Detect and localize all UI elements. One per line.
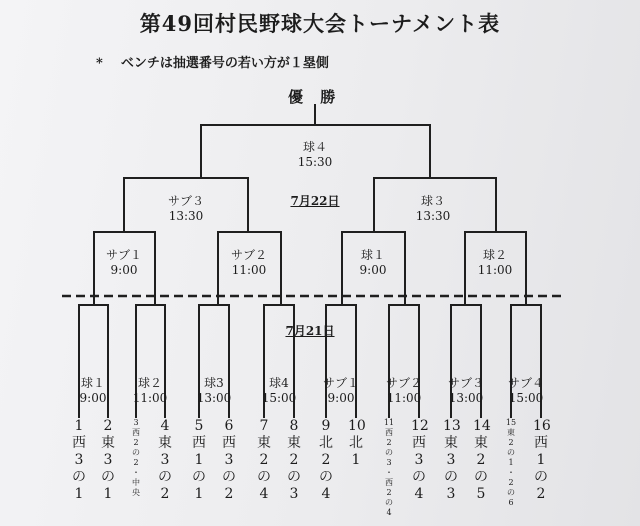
quarterfinal-3 — [360, 248, 387, 278]
quarterfinal-3-time: 9:00 — [359, 263, 387, 277]
page-title: 第49回村民野球大会トーナメント表 — [139, 11, 501, 36]
round1-match-4-time: 15:00 — [261, 391, 297, 405]
quarterfinal-1 — [106, 248, 142, 278]
quarterfinal-4-venue: 球２ — [482, 248, 507, 262]
round1-match-4-venue: 球4 — [269, 376, 289, 390]
round1-match-2 — [133, 376, 168, 406]
round1-match-3-venue: 球3 — [204, 376, 224, 390]
team-1: 1 西 3 の 1 — [72, 418, 86, 502]
team-5: 5 西 1 の 1 — [192, 418, 206, 502]
round1-match-7 — [448, 376, 484, 406]
final-venue: 球４ — [302, 140, 327, 154]
round1-match-3-time: 13:00 — [196, 391, 232, 405]
team-3: 3 西 2 の 2 ・ 中 央 — [132, 418, 140, 497]
semifinal-left-venue: サブ３ — [167, 194, 205, 208]
quarterfinal-2-venue: サブ２ — [230, 248, 268, 262]
note-mark: * — [96, 56, 103, 71]
quarterfinal-2 — [231, 248, 267, 278]
semifinal-right-time: 13:30 — [415, 209, 451, 223]
round1-match-7-time: 13:00 — [448, 391, 484, 405]
round1-match-8-time: 15:00 — [508, 391, 544, 405]
quarterfinal-1-time: 9:00 — [110, 263, 138, 277]
round1-match-6-venue: サブ２ — [385, 376, 423, 390]
final-time: 15:30 — [297, 155, 333, 169]
final-match — [298, 140, 333, 170]
quarterfinal-1-venue: サブ１ — [105, 248, 143, 262]
quarterfinal-4-time: 11:00 — [477, 263, 513, 277]
round1-match-2-time: 11:00 — [132, 391, 168, 405]
semifinal-right — [416, 194, 451, 224]
semifinal-left — [168, 194, 204, 224]
team-12: 12 西 3 の 4 — [411, 418, 429, 502]
quarterfinal-3-venue: 球１ — [360, 248, 386, 262]
round1-match-6-time: 11:00 — [386, 391, 422, 405]
team-16: 16 西 1 の 2 — [533, 418, 551, 502]
quarterfinal-2-time: 11:00 — [231, 263, 267, 277]
round1-match-1 — [80, 376, 107, 406]
semifinal-left-time: 13:30 — [168, 209, 204, 223]
round1-match-5-time: 9:00 — [327, 391, 355, 405]
team-15: 15 東 2 の 1 ・ 2 の 6 — [505, 418, 517, 507]
team-4: 4 東 3 の 2 — [158, 418, 172, 502]
team-13: 13 東 3 の 3 — [443, 418, 461, 502]
note-text: ベンチは抽選番号の若い方が１塁側 — [120, 56, 329, 71]
date-upper: 7月22日 — [290, 194, 340, 208]
team-6: 6 西 3 の 2 — [222, 418, 236, 502]
semifinal-right-venue: 球３ — [420, 194, 445, 208]
team-10: 10 北 1 — [348, 418, 366, 468]
round1-match-5 — [323, 376, 359, 406]
round1-match-1-venue: 球１ — [80, 376, 106, 390]
round1-match-5-venue: サブ１ — [322, 376, 360, 390]
team-11: 11 西 2 の 3 ・ 西 2 の 4 — [383, 418, 395, 517]
round1-match-4 — [262, 376, 297, 406]
round1-match-6 — [386, 376, 422, 406]
quarterfinal-4 — [478, 248, 513, 278]
team-8: 8 東 2 の 3 — [287, 418, 301, 502]
round1-match-2-venue: 球２ — [137, 376, 162, 390]
round1-match-3 — [197, 376, 232, 406]
team-9: 9 北 2 の 4 — [319, 418, 333, 502]
champion-label: 優 勝 — [288, 88, 342, 106]
team-7: 7 東 2 の 4 — [257, 418, 271, 502]
date-lower: 7月21日 — [285, 324, 335, 338]
round1-match-8-venue: サブ４ — [507, 376, 545, 390]
round1-match-8 — [508, 376, 544, 406]
round1-match-1-time: 9:00 — [79, 391, 107, 405]
team-14: 14 東 2 の 5 — [473, 418, 491, 502]
team-2: 2 東 3 の 1 — [101, 418, 115, 502]
round1-match-7-venue: サブ３ — [447, 376, 485, 390]
